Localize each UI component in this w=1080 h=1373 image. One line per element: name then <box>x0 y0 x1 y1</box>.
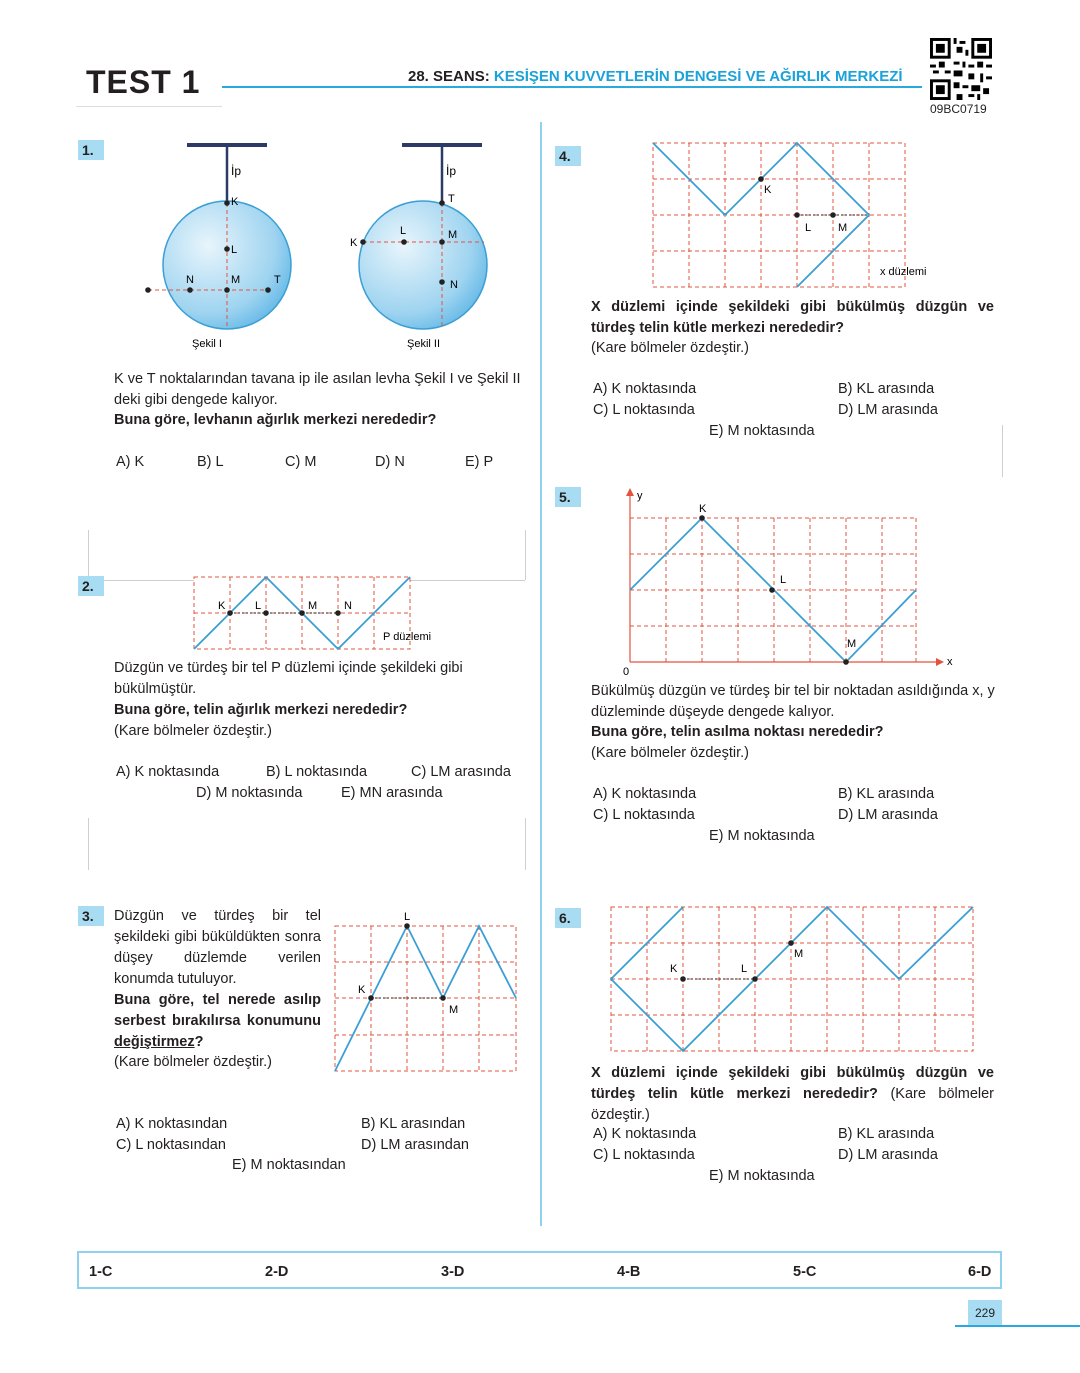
option-a[interactable]: A) K noktasında <box>593 381 697 397</box>
svg-text:L: L <box>741 963 748 975</box>
answer-6: 6-D <box>968 1264 992 1280</box>
svg-text:L: L <box>231 244 238 256</box>
column-divider <box>540 122 542 1226</box>
question-text: Düzgün ve türdeş bir tel şekildeki gibi büküldükten sonra düşey düzlemde verilen konumda tutuluyor. <box>114 908 321 987</box>
option-a[interactable]: A) K noktasından <box>116 1116 228 1132</box>
svg-text:T: T <box>448 193 455 205</box>
question-number: 2. <box>78 576 104 596</box>
q6-figure <box>606 902 978 1057</box>
option-c[interactable]: C) L noktasında <box>593 807 695 823</box>
svg-text:M: M <box>838 222 848 234</box>
svg-text:K: K <box>218 600 226 612</box>
shape-1-label: Şekil I <box>192 338 222 350</box>
option-c[interactable]: C) L noktasından <box>116 1137 226 1153</box>
svg-text:M: M <box>449 1004 459 1016</box>
separator <box>525 818 526 870</box>
question-prompt: Buna göre, tel nerede asılıp serbest bırakılırsa konumunu değiştirmez? <box>114 992 321 1050</box>
q2-figure <box>190 572 450 657</box>
svg-text:K: K <box>699 503 707 515</box>
option-a[interactable]: A) K <box>116 454 145 470</box>
answer-key <box>77 1251 1002 1289</box>
option-d[interactable]: D) LM arasında <box>838 807 938 823</box>
svg-text:M: M <box>308 600 318 612</box>
plane-label: x düzlemi <box>880 266 927 278</box>
option-c[interactable]: C) LM arasında <box>411 764 511 780</box>
answer-1: 1-C <box>89 1264 113 1280</box>
svg-text:K: K <box>764 184 772 196</box>
svg-text:T: T <box>274 274 281 286</box>
q1-figure <box>130 135 510 355</box>
svg-text:N: N <box>344 600 352 612</box>
question-prompt: Buna göre, telin asılma noktası nerededir? <box>591 724 884 740</box>
answer-5: 5-C <box>793 1264 817 1280</box>
rope-label: İp <box>231 164 242 178</box>
svg-text:L: L <box>400 225 407 237</box>
question-prompt: X düzlemi içinde şekildeki gibi bükülmüş düzgün ve türdeş telin kütle merkezi nerededir? (Kare bölmeler özdeştir.) <box>591 1065 995 1123</box>
svg-text:K: K <box>670 963 678 975</box>
svg-text:M: M <box>448 229 458 241</box>
svg-text:x: x <box>947 656 953 668</box>
svg-text:K: K <box>350 237 358 249</box>
separator <box>525 530 526 580</box>
option-c[interactable]: C) L noktasında <box>593 1147 695 1163</box>
svg-text:L: L <box>255 600 262 612</box>
svg-text:L: L <box>780 574 787 586</box>
question-number: 6. <box>555 908 581 928</box>
answer-3: 3-D <box>441 1264 465 1280</box>
option-e[interactable]: E) P <box>465 454 494 470</box>
page-number: 229 <box>968 1300 1002 1326</box>
option-c[interactable]: C) L noktasında <box>593 402 695 418</box>
question-note: (Kare bölmeler özdeştir.) <box>114 723 272 739</box>
svg-text:y: y <box>637 490 643 502</box>
test-title: TEST 1 <box>86 64 201 100</box>
option-b[interactable]: B) KL arasında <box>838 1126 935 1142</box>
option-b[interactable]: B) KL arasından <box>361 1116 466 1132</box>
svg-text:0: 0 <box>623 666 630 678</box>
option-d[interactable]: D) M noktasında <box>196 785 303 801</box>
answer-2: 2-D <box>265 1264 289 1280</box>
option-b[interactable]: B) L noktasında <box>266 764 368 780</box>
session-topic: KESİŞEN KUVVETLERİN DENGESİ VE AĞIRLIK MERKEZİ <box>493 68 903 85</box>
option-b[interactable]: B) KL arasında <box>838 381 935 397</box>
qr-code-label: 09BC0719 <box>930 102 987 116</box>
q3-figure <box>330 906 525 1081</box>
svg-text:N: N <box>450 279 458 291</box>
question-number: 1. <box>78 140 104 160</box>
answer-4: 4-B <box>617 1264 641 1280</box>
question-note: (Kare bölmeler özdeştir.) <box>591 340 749 356</box>
question-text: Bükülmüş düzgün ve türdeş bir tel bir noktadan asıldığında x, y düzleminde düşeyde dengede kalıyor. <box>591 683 995 720</box>
svg-text:M: M <box>231 274 241 286</box>
title-underline <box>76 106 222 107</box>
option-d[interactable]: D) N <box>375 454 405 470</box>
option-e[interactable]: E) M noktasından <box>232 1157 346 1173</box>
option-a[interactable]: A) K noktasında <box>593 786 697 802</box>
svg-text:K: K <box>358 984 366 996</box>
plane-label: P düzlemi <box>383 631 432 643</box>
question-text: K ve T noktalarından tavana ip ile asılan levha Şekil I ve Şekil II deki gibi dengede kalıyor. <box>114 371 521 408</box>
option-b[interactable]: B) L <box>197 454 224 470</box>
session-heading <box>408 68 903 85</box>
question-note: (Kare bölmeler özdeştir.) <box>114 1054 272 1070</box>
option-e[interactable]: E) MN arasında <box>341 785 443 801</box>
question-note: (Kare bölmeler özdeştir.) <box>591 745 749 761</box>
svg-text:K: K <box>231 196 239 208</box>
svg-text:M: M <box>847 638 857 650</box>
title-divider <box>222 86 922 88</box>
svg-text:N: N <box>186 274 194 286</box>
option-d[interactable]: D) LM arasında <box>838 402 938 418</box>
question-number: 3. <box>78 906 104 926</box>
separator <box>88 530 89 580</box>
option-e[interactable]: E) M noktasında <box>709 828 815 844</box>
question-prompt: Buna göre, telin ağırlık merkezi nerededir? <box>114 702 408 718</box>
svg-text:L: L <box>805 222 812 234</box>
separator <box>88 818 89 870</box>
question-prompt: X düzlemi içinde şekildeki gibi bükülmüş düzgün ve türdeş telin kütle merkezi nerededir? <box>591 299 994 336</box>
option-a[interactable]: A) K noktasında <box>116 764 220 780</box>
separator <box>1002 425 1003 477</box>
question-prompt: Buna göre, levhanın ağırlık merkezi nerededir? <box>114 412 437 428</box>
option-d[interactable]: D) LM arasında <box>838 1147 938 1163</box>
qr-code-icon[interactable] <box>930 38 992 100</box>
disk-shape-2 <box>359 201 487 329</box>
option-d[interactable]: D) LM arasından <box>361 1137 469 1153</box>
q4-figure <box>648 138 938 293</box>
svg-text:M: M <box>794 948 804 960</box>
shape-2-label: Şekil II <box>407 338 441 350</box>
svg-text:İp: İp <box>446 164 457 178</box>
question-number: 4. <box>555 146 581 166</box>
page-number-underline <box>955 1325 1080 1327</box>
option-e[interactable]: E) M noktasında <box>709 423 815 439</box>
option-a[interactable]: A) K noktasında <box>593 1126 697 1142</box>
session-label: 28. SEANS: <box>408 68 490 85</box>
option-b[interactable]: B) KL arasında <box>838 786 935 802</box>
svg-text:L: L <box>404 911 411 923</box>
q5-figure <box>618 486 963 681</box>
option-e[interactable]: E) M noktasında <box>709 1168 815 1184</box>
question-number: 5. <box>555 487 581 507</box>
option-c[interactable]: C) M <box>285 454 317 470</box>
question-text: Düzgün ve türdeş bir tel P düzlemi içinde şekildeki gibi bükülmüştür. <box>114 660 463 697</box>
